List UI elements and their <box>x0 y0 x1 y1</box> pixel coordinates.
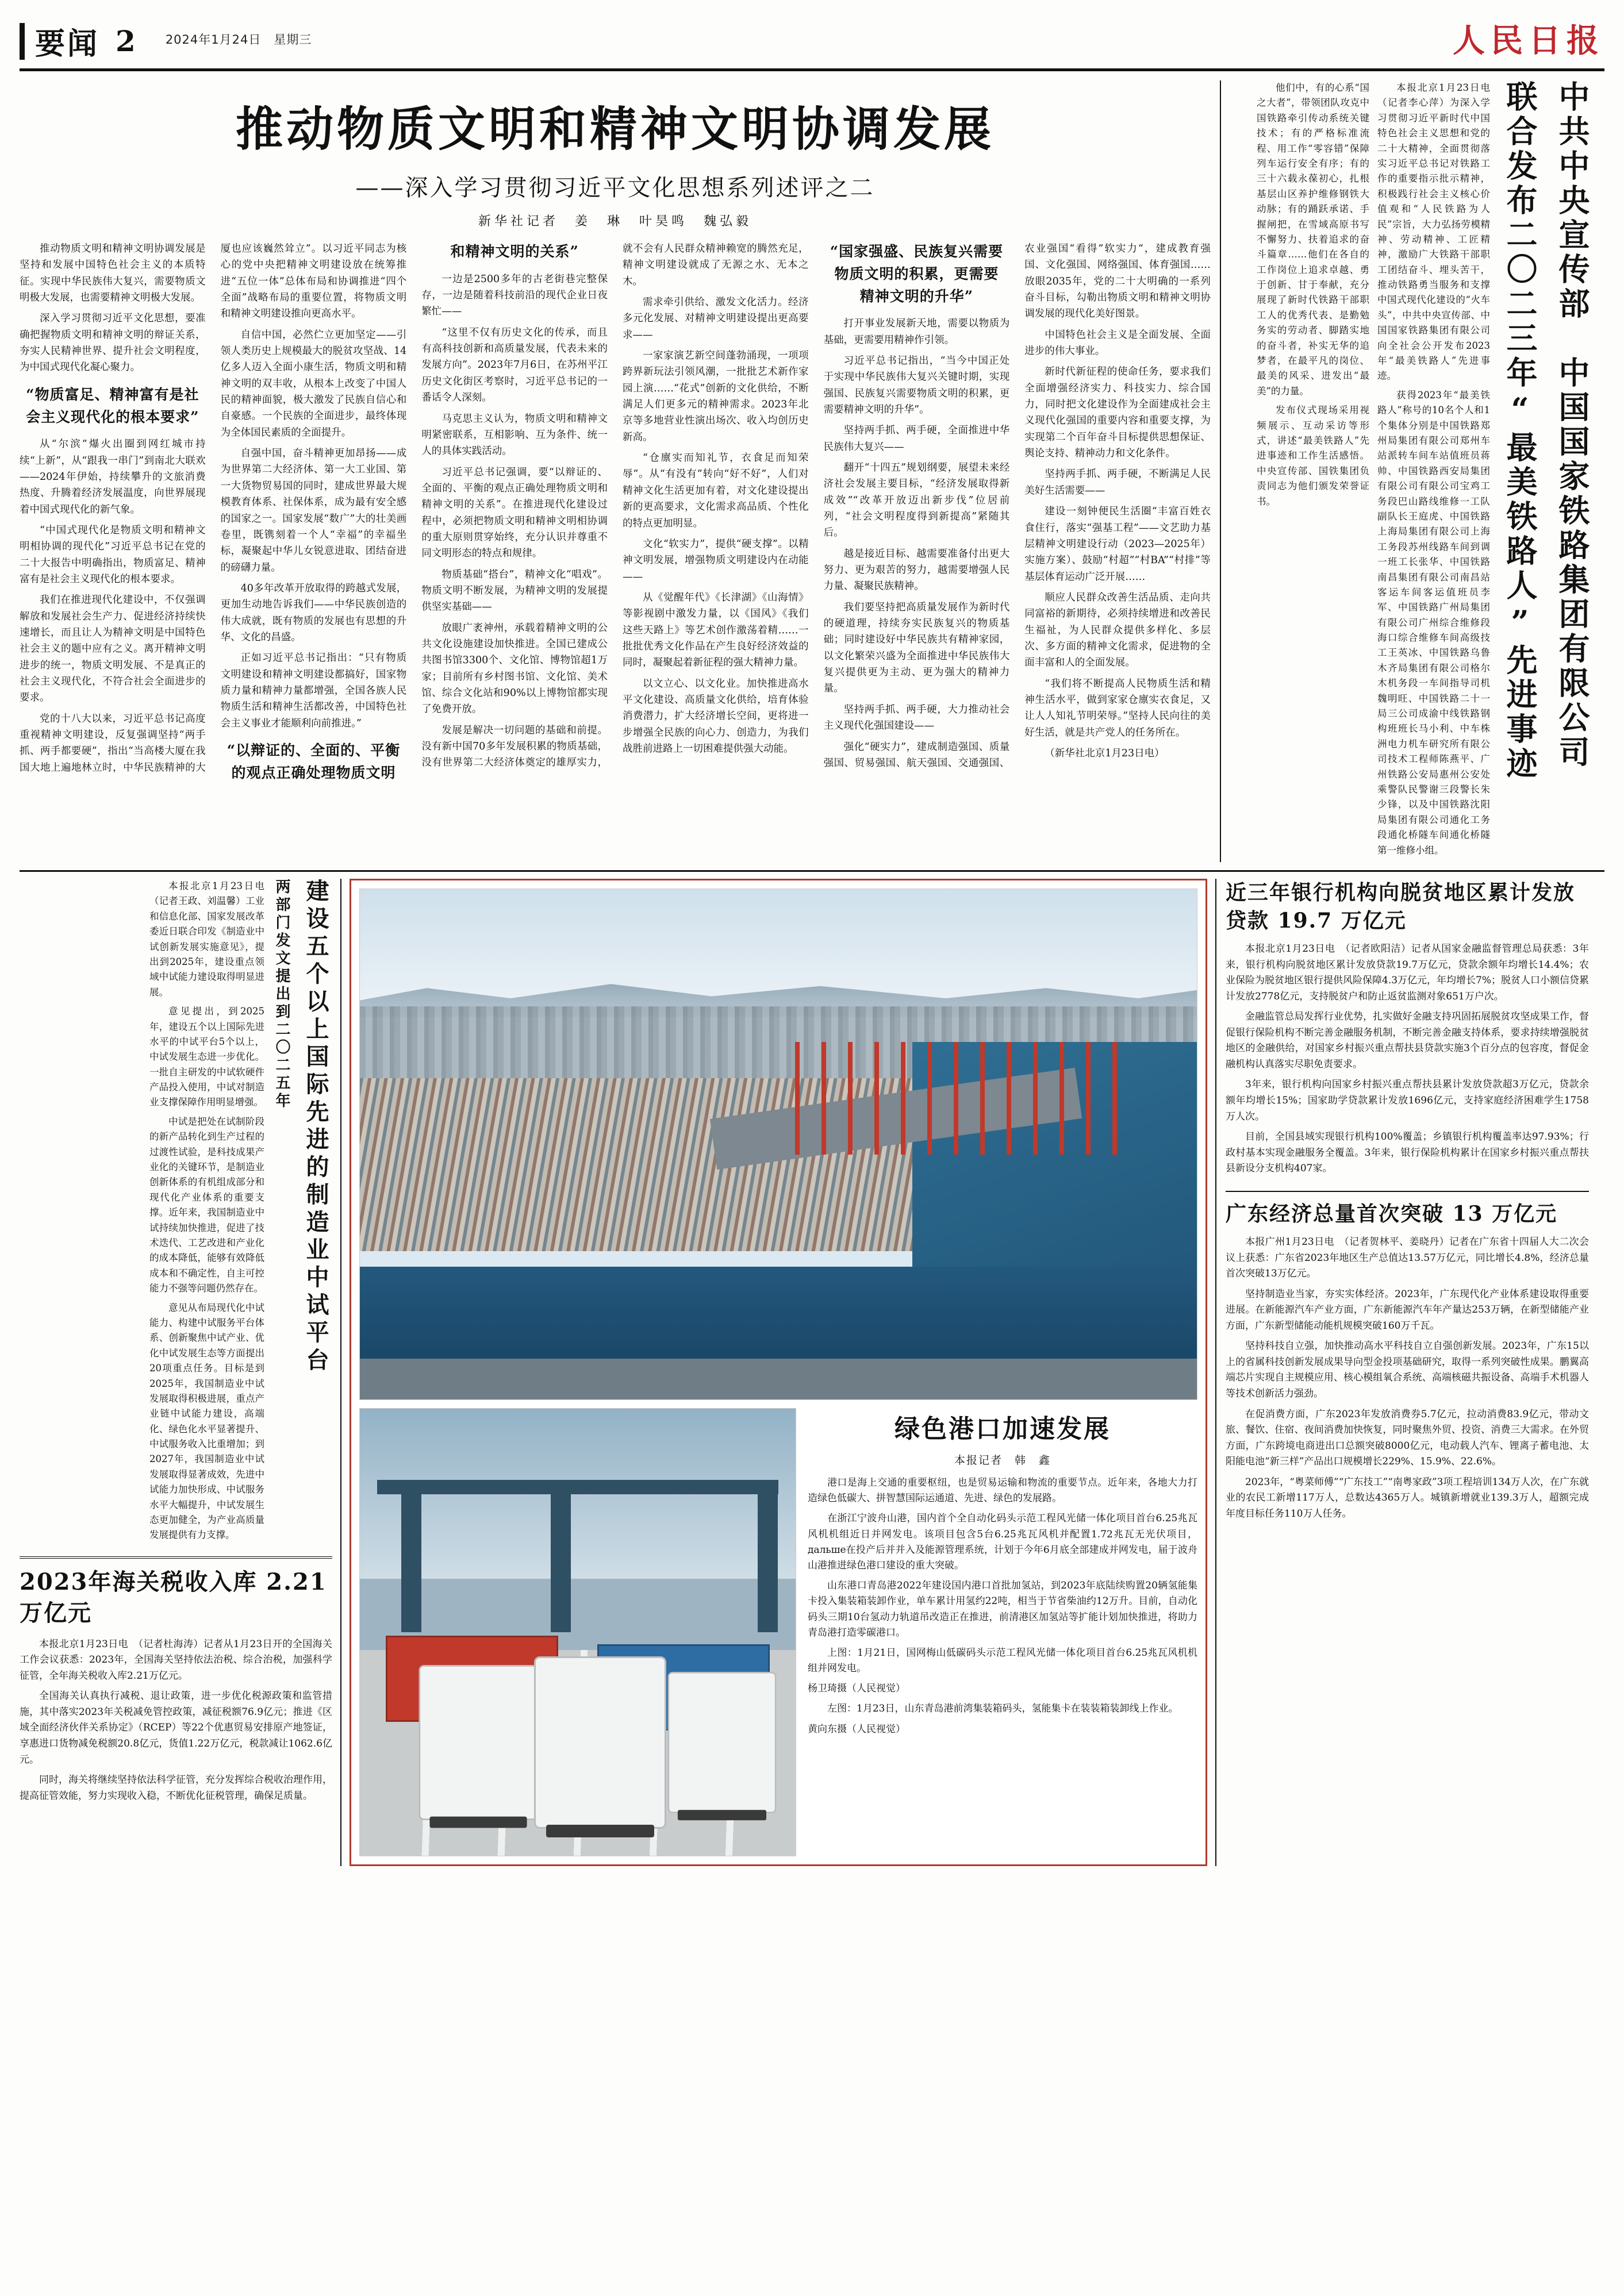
paragraph: 中国特色社会主义是全面发展、全面进步的伟大事业。 <box>1024 329 1211 357</box>
paragraph: 发布仪式现场采用视频展示、互动采访等形式，讲述“最美铁路人”先进事迹和工作生活感悟。中央宣传部、国铁集团负责同志为他们颁发荣誉证书。 <box>1257 405 1369 507</box>
caption-lower: 左图：1月23日，山东青岛港前湾集装箱码头，氢能集卡在装装箱装卸线上作业。 <box>827 1703 1178 1715</box>
pilot-platform-text-1 <box>149 879 274 1547</box>
paragraph: 本报广州1月23日电 （记者贺林平、姜晓丹）记者在广东省十四届人大二次会议上获悉：广东省2023年地区生产总值达13.57万亿元，同比增长4.8%，经济总量首次突破13万亿元。 <box>1226 1236 1589 1280</box>
paragraph: （新华社北京1月23日电） <box>1045 747 1165 759</box>
divider <box>20 1556 332 1559</box>
paragraph: “仓廪实而知礼节，衣食足而知荣辱”。从“有没有”转向“好不好”，人们对精神文化生活更加有着，对文化建设提出新的更高要求，文化需求高品质、个性化的特点更加明显。 <box>622 452 809 529</box>
paragraph: 坚持制造业当家，夯实实体经济。2023年，广东现代化产业体系建设取得重要进展。在新能源汽车产业方面，广东新能源汽车年产量达253万辆，在新型储能产业方面，广东新型储能动能机规模突破160万千瓦。 <box>1226 1288 1589 1332</box>
paragraph: 从“尔滨”爆火出圈到网红城市持续“上新”，从“跟我一串门”到南北大联欢——2024年伊始，持续攀升的文旅消费热度、升腾着经济发展温度，向世界展现着中国式现代化的新气象。 <box>20 439 206 516</box>
paragraph: 我们要坚持把高质量发展作为新时代的硬道理，持续夯实民族复兴的物质基础；同时建设好中华民族共有精神家园，以文化繁荣兴盛为全面推进中华民族伟大复兴提供更为主动、更为强大的精神力量。 <box>823 601 1010 695</box>
paragraph: 一边是2500多年的古老街巷完整保存，一边是随着科技前沿的现代企业日夜繁忙—— <box>421 273 608 318</box>
pilot-platform-title: 建设五个以上国际先进的制造业中试平台 <box>302 879 329 1375</box>
guangdong-news-body <box>1226 1234 1589 1526</box>
paragraph: 本报北京1月23日电 （记者李心萍）为深入学习贯彻习近平新时代中国特色社会主义思想和党的二十大精神，全面贯彻落实习近平总书记对铁路工作的重要指示批示精神，积极践行社会主义核心价值观和“人民铁路为人民”宗旨，大力弘扬劳模精神、劳动精神、工匠精神，激励广大铁路干部职工团结奋斗、埋头苦干，推动铁路勇当服务和支撑中国式现代化建设的“火车头”，中共中央宣传部、中国国家铁路集团有限公司向全社会公开发布2023年“最美铁路人”先进事迹。 <box>1377 82 1500 382</box>
paragraph: 本报北京1月23日电 （记者王政、刘温馨）工业和信息化部、国家发展改革委近日联合印发《制造业中试创新发展实施意见》，提出到2025年，建设重点领域中试能力建设取得明显进展。 <box>149 880 274 998</box>
lead-byline: 新华社记者 姜 琳 叶昊鸣 魏弘毅 <box>478 214 752 229</box>
port-scene-art <box>360 889 1197 1399</box>
paragraph: 以文立心、以文化业。加快推进高水平文化建设、高质量文化供给，培育体验消费潜力，扩大经济增长空间，更将进一步增强全民族的向心力、创造力，为我们战胜前进路上一切困难提供强大动能。 <box>622 678 809 755</box>
paragraph: 本报北京1月23日电 （记者欧阳洁）记者从国家金融监督管理总局获悉：3年来，银行机构向脱贫地区累计发放贷款19.7万亿元，贷款余额年均增长14.4%；农业保险为脱贫地区银行提供风险保障4.3万亿元，年均增长7%；脱贫人口小额信贷累计发放2778亿元，支持脱贫户和防止返贫监测对象651万户次。 <box>1226 943 1590 1002</box>
paragraph: 山东港口青岛港2022年建设国内港口首批加氢站，到2023年底陆续购置20辆氢能集卡投入集装箱装卸作业，单车累计用氢约22吨，相当于节省柴油约12万升。目前，自动化码头三期10台氢动力轨道吊改造正在推进，前清港区加氢站等扩能计划加快推进，将助力青岛港打造零碳港口。 <box>808 1580 1197 1639</box>
paragraph: 坚持两手抓、两手硬，大力推动社会主义现代化强国建设—— <box>823 703 1010 732</box>
paragraph: 坚持科技自立强，加快推动高水平科技自立自强创新发展。2023年，广东15以上的省属科技创新发展成果导向型金投项基础研究，取得一系列突破性成果。鹏翼高端芯片实现自主规模应用、核心模组氧合系统、高端核磁共振设备、高端手术机器人等技术创新活力强劲。 <box>1226 1340 1589 1399</box>
paragraph: 马克思主义认为，物质文明和精神文明紧密联系，互相影响、互为条件、统一人的具体实践活动。 <box>421 413 608 457</box>
lead-article <box>20 80 1221 862</box>
paragraph: 正如习近平总书记指出：“只有物质文明建设和精神文明建设都搞好，国家物质力量和精神力量都增强，全国各族人民物质生活和精神生活都改善，中国特色社会主义事业才能顺利向前推进。” <box>220 652 407 729</box>
paragraph: 本报北京1月23日电 （记者杜海涛）记者从1月23日开的全国海关工作会议获悉：2023年，全国海关坚持依法治税、综合治税，加强科学征管，全年海关税收入库2.21万亿元。 <box>20 1638 332 1682</box>
port-photo-bottom <box>359 1408 796 1856</box>
paragraph: 他们中，有的心系“国之大者”，带领团队攻克中国铁路牵引传动系统关键技术；有的严格标准流程、用工作“零容错”保障列车运行安全有序；有的三十六载永葆初心，扎根基层山区养护维修钢铁大动脉；有的踊跃承诺、手握闸把，在雪域高原书写不懈努力、扶着追求的奋斗篇章……他们在各自的工作岗位上追求卓越、勇于创新、甘于奉献，充分展现了新时代铁路干部职工人的优秀代表、是勤勉务实的劳动者、脚踏实地的奋斗者，补实无华的追梦者，在最平凡的岗位、最美的风采、进发出“最美”的力量。 <box>1257 82 1369 397</box>
paragraph: 发展是解决一切问题的基础和前提。没有新中国70多年发展积累的物质基础，没有世界第二大经济体奠定的雄厚实力，就不会有人民群众精神赖宽的腾然充足，精神文明建设就成了无源之水、无本之木。 <box>421 243 809 769</box>
lead-headline-block <box>20 80 1211 241</box>
paragraph: 文化“软实力”，提供“硬支撑”。以精神文明发展，增强物质文明建设内在动能—— <box>622 538 809 583</box>
paragraph: 建设一刻钟便民生活圈“丰富百姓衣食住行，落实“强基工程”——文艺助力基层精神文明建设行动（2023—2025年）实施方案）、鼓励“村超”“村BA”“村排”等基层体育运动广泛开展…… <box>1024 506 1211 583</box>
paragraph: 坚持两手抓、两手硬，全面推进中华民族伟大复兴—— <box>823 425 1010 453</box>
masthead-rule <box>20 23 25 60</box>
divider <box>1226 1191 1589 1192</box>
railroad-article <box>1233 80 1595 862</box>
issue-date: 2024年1月24日 星期三 <box>165 32 312 47</box>
lead-article-columns <box>20 241 1211 784</box>
paragraph: 习近平总书记指出，“当今中国正处于实现中华民族伟大复兴关键时期，实现强国、民族复兴需要物质文明的积累，更需要精神文明的升华”。 <box>823 355 1010 416</box>
paragraph: 港口是海上交通的重要枢纽，也是贸易运输和物流的重要节点。近年来，各地大力打造绿色低碳大、拼智慧国际运通道、先进、绿色的发展路。 <box>808 1477 1197 1505</box>
guangdong-news-title: 广东经济总量首次突破 13 万亿元 <box>1226 1201 1558 1226</box>
paragraph: 在浙江宁波舟山港，国内首个全自动化码头示范工程风光储一体化项目首台6.25兆瓦风机机组近日并网发电。该项目包含5台6.25兆瓦风机并配置1.72兆瓦无光伏项目，дальше在投产后并并入及能源管理系统，计划于今年6月底全部建成并网发电，届于波舟山港推进绿色港口建设的重大突破。 <box>808 1513 1197 1571</box>
paragraph: 需求牵引供给、激发文化活力。经济多元化发展、对精神文明建设提出更高要求—— <box>622 297 809 341</box>
customs-title: 2023年海关税收入库 2.21 万亿元 <box>20 1568 327 1626</box>
paragraph: 我们在推进现代化建设中，不仅强调解放和发展社会生产力、促进经济持续快速增长，而且让人为精神文明是中国特色社会主义的题中应有之义。离开精神文明进步的统一，物质文明发展、不是真正的社会主义现代化，不符合社会全面进步的要求。 <box>20 594 206 704</box>
pilot-platform-subtitle: 两部门发文提出到二〇二五年 <box>273 879 290 1110</box>
paragraph: 全国海关认真执行减税、退让政策，进一步优化税源政策和监管措施，其中落实2023年关税减免管控政策，减征税额76.9亿元；推进《区域全面经济伙伴关系协定》（RCEP）等22个优惠贸易安排原产地签证，享惠进口货物减免税额20.8亿元，货值1.22万亿元，税款减让1062.6亿元。 <box>20 1690 332 1766</box>
paragraph: “这里不仅有历史文化的传承，而且有高科技创新和高质量发展，代表未来的发展方向”。2023年7月6日，在苏州平江历史文化街区考察时，习近平总书记的一番话令人深刻。 <box>421 326 608 404</box>
paragraph: 顺应人民群众改善生活品质、走向共同富裕的新期待，必须持续增进和改善民生福祉，为人民群众提供多样化、多层次、多方面的精神文化需求，促进物的全面丰富和人的全面发展。 <box>1024 591 1211 669</box>
bank-news <box>1226 879 1589 1182</box>
paragraph: 深入学习贯彻习近平文化思想，要准确把握物质文明和精神文明的辩证关系，夯实人民精神世界、提升社会文明程度，为中国式现代化凝心聚力。 <box>20 313 206 374</box>
paragraph: 自强中国，奋斗精神更加昂扬——成为世界第二大经济体、第一大工业国、第一大货物贸易国的同时，建成世界最大规模教育体系、社保体系，成为最有安全感的国家之一。国家发展“数广”大的壮美画卷里，既镌刻着一个人“幸福”的幸福坐标，凝聚起中华儿女锐意进取、团结奋进的磅礴力量。 <box>220 448 407 574</box>
right-rail <box>1221 80 1595 862</box>
guangdong-news <box>1226 1200 1589 1527</box>
paragraph: 一家家演艺新空间蓬勃涌现，一项项跨界新玩法引领风潮，一批批艺术新作家园上演……“花式”创新的文化供给，不断满足人们更多元的精神需求。2023年北京等多地营业性演出场次、收入均创历史新高。 <box>622 350 809 443</box>
paragraph: “中国式现代化是物质文明和精神文明相协调的现代化”习近平总书记在党的二十大报告中明确指出，物质富足、精神富有是社会主义现代化的根本要求。 <box>20 524 206 585</box>
paragraph: 习近平总书记强调，要“以辩证的、全面的、平衡的观点正确处理物质文明和精神文明的关系”。在推进现代化建设过程中，必须把物质文明和精神文明相协调的重大原则贯穿始终，充分认识并尊重不同文明形态的特点和规律。 <box>421 466 608 560</box>
paragraph: 翻开“十四五”规划纲要，展望未来经济社会发展主要目标，“经济发展取得新成效”“改革开放迈出新步伐”位居前列，“社会文明程度得到新提高”紧随其后。 <box>823 462 1010 539</box>
caption-lower-credit: 黄向东摄（人民视觉） <box>808 1723 905 1735</box>
page-body <box>20 80 1604 862</box>
pilot-platform-article <box>20 879 332 1547</box>
photo-frame <box>350 879 1207 1866</box>
paragraph: 党的十八大以来，习近平总书记高度重视精神文明建设，反复强调坚持“两手抓、两手都要硬”，指出“当高楼大厦在我国大地上遍地林立时，中华民族精神的大厦也应该巍然耸立”。以习近平同志为核心的党中央把精神文明建设放在统筹推进“五位一体”总体布局和协调推进“四个全面”战略布局的重要位置，将物质文明和精神文明建设推向更高水平。 <box>20 243 407 774</box>
paragraph: 中试是把处在试制阶段的新产品转化到生产过程的过渡性试验，是科技成果产业化的关键环节，是制造业创新体系的有机组成部分和现代化产业体系的重要支撑。近年来，我国制造业中试持续加快推进，促进了技术迭代、工艺改进和产业化的成本降低，能够有效降低成本和不确定性，自主可控能力不强等问题仍然存在。 <box>149 1116 264 1294</box>
rail-text-column-2 <box>1257 80 1369 862</box>
customs-body <box>20 1637 332 1804</box>
rail-text-column-1 <box>1377 80 1500 862</box>
paragraph: 目前，全国县域实现银行机构100%覆盖；乡镇银行机构覆盖率达97.93%；行政村基本实现金融服务全覆盖。3年来，银行保险机构累计在国家乡村振兴重点帮扶县新设分支机构407家。 <box>1226 1131 1589 1175</box>
paragraph: 意见提出，到2025年，建设五个以上国际先进水平的中试平台5个以上，中试发展生态进一步优化。一批自主研发的中试软硬件产品投入使用，中试对制造业支撑保障作用明显增强。 <box>149 1006 264 1108</box>
pullquote: “物质富足、精神富有是社会主义现代化的根本要求” <box>26 386 199 425</box>
paragraph: 从《觉醒年代》《长津湖》《山海情》等影视剧中激发力量，以《国风》《我们这些天路上》等艺术创作激荡着精……一批批优秀文化作品在产生良好经济效益的同时，凝聚起着新征程的强大精神力量。 <box>622 591 809 669</box>
paragraph: 在促消费方面，广东2023年发放消费券5.7亿元，拉动消费83.9亿元，带动文旅、餐饮、住宿、夜间消费加快恢复，同时聚焦外贸、投资、消费三大需求。在外贸方面，广东跨境电商进出口总额突破8000亿元，电动载人汽车、锂离子蓄电池、太阳能电池“新三样”产品出口规模增长229%、15.9%、22.6%。 <box>1226 1408 1589 1468</box>
pullquote: “以辩证的、全面的、平衡的观点正确处理物质文明和精神文明的关系” <box>226 243 579 781</box>
bottom-left-column <box>20 879 341 1866</box>
customs-news <box>20 1567 332 1804</box>
port-photo-top <box>359 889 1197 1400</box>
paper-nameplate: 人民日报 <box>1453 22 1604 60</box>
page-title: 推动物质文明和精神文明协调发展 <box>235 102 995 157</box>
page-number: 2 <box>116 24 136 58</box>
paragraph: 放眼广袤神州，承载着精神文明的公共文化设施建设加快推进。全国已建成公共图书馆3300个、文化馆、博物馆超1万家；目前所有乡村图书馆、文化馆、美术馆、综合文化站和90%以上博物馆都实现了免费开放。 <box>421 622 608 716</box>
masthead-left <box>20 20 312 63</box>
bottom-right-column <box>1215 879 1589 1866</box>
paragraph: 同时，海关将继续坚持依法科学征管，充分发挥综合税收治理作用，提高征管效能，努力实现收入稳，不断优化征税管理，确保足质量。 <box>20 1774 332 1802</box>
bank-news-body <box>1226 941 1589 1181</box>
photo-story-title: 绿色港口加速发展 <box>894 1414 1111 1444</box>
paragraph: 3年来，银行机构向国家乡村振兴重点帮扶县累计发放贷款超3万亿元，贷款余额年均增长15%；国家助学贷款累计发放1696亿元，支持家庭经济困难学生1758万人次。 <box>1226 1079 1589 1122</box>
paragraph: 意见从布局现代化中试能力、构建中试服务平台体系、创新聚焦中试产业、优化中试发展生态等方面提出20项重点任务。目标是到2025年，我国制造业中试发展取得积极进展，重点产业链中试能力建设，高端化、绿色化水平显著提升、中试服务收入比重增加；到2027年，我国制造业中试发展取得显著成效，先进中试能力加快形成、中试服务水平大幅提升，中试发展生态更加健全，为产业高质量发展提供有力支撑。 <box>149 1302 264 1541</box>
paragraph: 2023年，“粤菜师傅”“广东技工”“南粤家政”3项工程培训134万人次，在广东就业的农民工新增117万人，总数达4365万人。城镇新增就业139.3万人，超额完成年度目标任务110万人任务。 <box>1226 1476 1589 1520</box>
paragraph: 新时代新征程的使命任务，要求我们全面增强经济实力、科技实力、综合国力，同时把文化建设作为全面建成社会主义现代化强国的重要内容和重要支撑，为实现第二个百年奋斗目标提供思想保证、舆论支持、精神动力和文化条件。 <box>1024 366 1211 460</box>
lead-subhead: ——深入学习贯彻习近平文化思想系列述评之二 <box>355 175 875 201</box>
section-title: 要闻 <box>35 26 100 61</box>
paragraph: 获得2023年“最美铁路人”称号的10名个人和1个集体分别是中国铁路郑州局集团有限公司郑州车站派转车间车站值班员蒋帅、中国铁路西安局集团有限公司有限公司宝鸡工务段巴山路线维修一工队副队长王庭虎、中国铁路上海局集团有限公司上海工务段苏州线路车间到调一班工长张华、中国铁路南昌集团有限公司南昌站客运车间客运值班员李军、中国铁路广州局集团有限公司广州综合维修段海口综合维修车间高级技工王英冰、中国铁路乌鲁木齐局集团有限公司格尔木机务段一车间指导司机魏明旺、中国铁路二十一局三公司成渝中线铁路钢构班班长马小利、中车株洲电力机车研究所有限公司技术工程师陈燕平、广州铁路公安局惠州公安处乘警队民警谢三段警长朱少锋，以及中国铁路沈阳局集团有限公司通化工务段通化桥隧车间通化桥隧第一维修小组。 <box>1377 389 1490 856</box>
rail-vertical-headline: 联合发布二〇二三年“最美铁路人”先进事迹 <box>1502 80 1538 782</box>
paragraph: 40多年改革开放取得的跨越式发展，更加生动地告诉我们——中华民族创造的伟大成就，既有物质的发展也有思想的升华、文化的昌盛。 <box>220 582 407 643</box>
masthead <box>20 16 1604 71</box>
photo-story-byline: 本报记者 韩 鑫 <box>954 1454 1051 1467</box>
paragraph: 坚持两手抓、两手硬，不断满足人民美好生活需要—— <box>1024 468 1211 497</box>
paragraph: 金融监管总局发挥行业优势，扎实做好金融支持巩固拓展脱贫攻坚成果工作，督促银行保险机构不断完善金融服务机制，不断完善金融支持体系，要求持续增强脱贫地区的金融供给，对国家乡村振兴重点帮扶县贷款实施3个百分点的包容度，督促金融机构认真落实尽职免责要求。 <box>1226 1011 1589 1070</box>
photo-story-body <box>808 1475 1197 1737</box>
paragraph: “我们将不断提高人民物质生活和精神生活水平，做到家家仓廪实衣食足，又让人人知礼节明荣辱。”坚持人民向往的美好生活，就是共产党人的任务所在。 <box>1024 678 1211 739</box>
rail-vertical-title: 中共中央宣传部 中国国家铁路集团有限公司 <box>1554 80 1591 770</box>
bank-news-title: 近三年银行机构向脱贫地区累计发放贷款 19.7 万亿元 <box>1226 880 1576 933</box>
photo-package <box>341 879 1215 1866</box>
photo-caption-area <box>359 1408 1197 1856</box>
paragraph: 强化“硬实力”，建成制造强国、质量强国、贸易强国、航天强国、交通强国、农业强国“看得”软实力“，建成教育强国、文化强国、网络强国、体育强国……放眼2035年，党的二十大明确的一系列奋斗目标，勾勒出物质文明和精神文明协调发展的现代化美好图景。 <box>823 243 1211 769</box>
bottom-zone <box>20 870 1604 1866</box>
paragraph: 推动物质文明和精神文明协调发展是坚持和发展中国特色社会主义的本质特征。实现中华民族伟大复兴，需要物质文明极大发展，也需要精神文明极大发展。 <box>20 243 206 304</box>
paragraph: 自信中国，必然伫立更加坚定——引领人类历史上规模最大的脱贫攻坚战、14亿多人迈入全面小康生活，物质文明和精神文明的双丰收，从根本上改变了中国人民的精神面貌，极大激发了民族自信心和自豪感。一个民族的全面进步，最终体现为全体国民素质的全面提升。 <box>220 329 407 439</box>
paragraph: 越是接近目标、越需要准备付出更大努力、更为艰苦的努力，越需要增强人民力量、凝聚民族精神。 <box>823 548 1010 593</box>
truck-scene-art <box>360 1409 796 1856</box>
photo-story <box>808 1408 1197 1856</box>
caption-upper-credit: 杨卫琦摄（人民视觉） <box>808 1683 905 1695</box>
caption-upper: 上图：1月21日，国网梅山低碳码头示范工程风光储一体化项目首台6.25兆瓦风机机组并网发电。 <box>808 1647 1197 1675</box>
paragraph: 物质基础“搭台”，精神文化“唱戏”。物质文明不断发展，为精神文明的发展提供坚实基础—— <box>421 568 608 613</box>
truck-photo-wrap <box>359 1408 796 1856</box>
paragraph: 打开事业发展新天地，需要以物质为基础，更需要用精神作引领。 <box>823 318 1010 346</box>
pullquote: “国家强盛、民族复兴需要物质文明的积累，更需要精神文明的升华” <box>830 243 1004 305</box>
